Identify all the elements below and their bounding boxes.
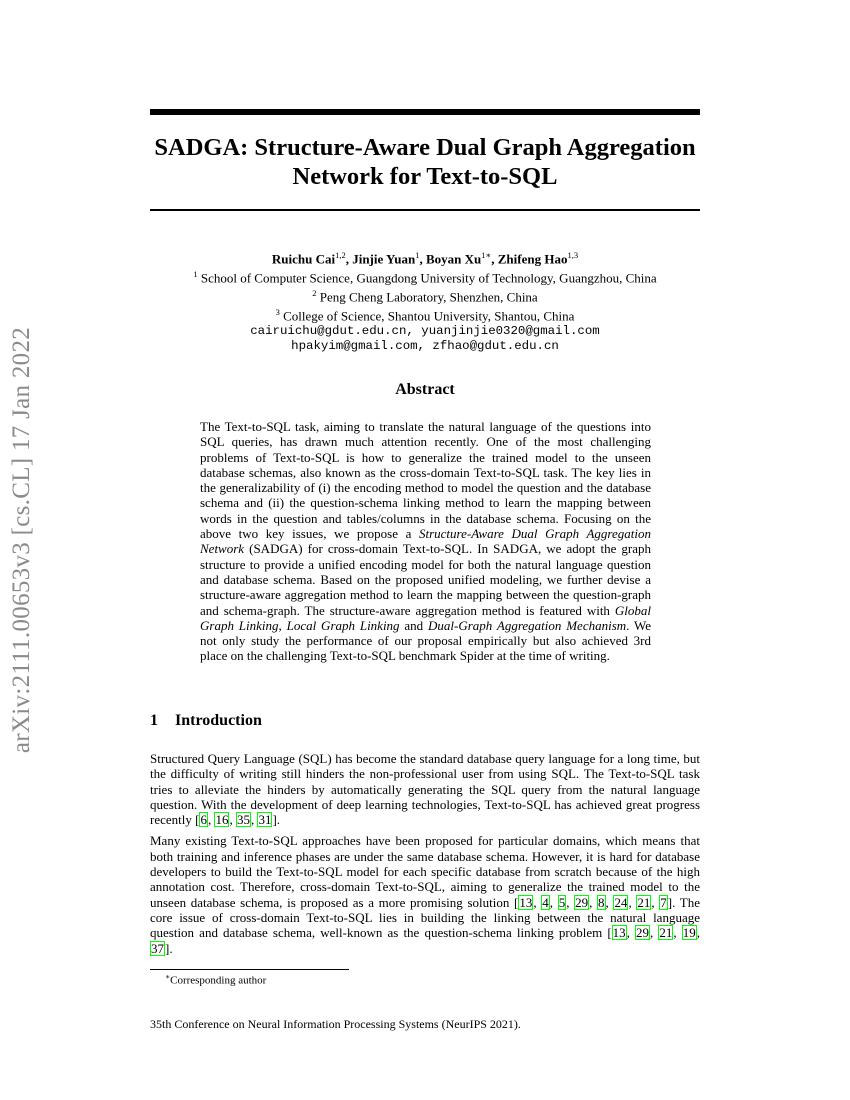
section-title: Introduction (175, 712, 262, 729)
citation-link[interactable]: 37 (151, 940, 164, 956)
author-sup: 1,3 (567, 250, 579, 260)
citation-link[interactable]: 29 (575, 894, 589, 910)
title-line-2: Network for Text-to-SQL (292, 163, 558, 190)
citation-link[interactable]: 4 (542, 894, 549, 910)
citation-link[interactable]: 5 (558, 894, 566, 910)
citation-link[interactable]: 35 (236, 812, 250, 828)
abstract-body: The Text-to-SQL task, aiming to translate the natural language of the questions into SQL queries, has drawn much attention recently. One of the most challenging problems of Text-to-SQL is how to generalize the trained model to the unseen database schemas, also known as the cross-domain Text-to-SQL task. The key lies in the generalizability of (i) the encoding method to model the question and the database schema and (ii) the question-schema linking method to learn the mapping between words in the question and tables/columns in the database schema. Focusing on the above two key issues, we propose a Structure-Aware Dual Graph Aggregation Network (SADGA) for cross-domain Text-to-SQL. In SADGA, we adopt the graph structure to provide a unified encoding model for both the natural language question and database schema. Based on the proposed unified modeling, we further devise a structure-aware aggregation method to learn the mapping between the question-graph and schema-graph. The structure-aware aggregation method is featured with Global Graph Linking, Local Graph Linking and Dual-Graph Aggregation Mechanism. We not only study the performance of our proposal empirically but also achieved 3rd place on the challenging Text-to-SQL benchmark Spider at the time of writing. (200, 419, 652, 664)
author-name: Zhifeng Hao (497, 251, 568, 267)
venue-footer: 35th Conference on Neural Information Processing Systems (NeurIPS 2021). (150, 1017, 521, 1031)
citation-link[interactable]: 6 (200, 812, 207, 828)
section-number: 1 (150, 712, 158, 729)
footnote-text: Corresponding author (170, 974, 267, 987)
author-name: Boyan Xu (425, 251, 482, 267)
email-line: hpakyim@gmail.com, zfhao@gdut.edu.cn (291, 339, 559, 354)
citation-link[interactable]: 29 (636, 925, 650, 941)
paragraph: Many existing Text-to-SQL approaches have been proposed for particular domains, which means that both training and inference phases are under the same database schema. However, it is hard for database developers to build the Text-to-SQL model for each specific database from scratch because of the high annotation cost. Therefore, cross-domain Text-to-SQL, aiming to generalize the trained model to the unseen database schema, is proposed as a more promising solution [13, 4, 5, 29, 8, 24, 21, 7]. The core issue of cross-domain Text-to-SQL lies in building the linking between the natural language question and database schema, well-known as the question-schema linking problem [13, 29, 21, 19, 37]. (150, 833, 701, 956)
introduction-body (150, 751, 700, 962)
citation-link[interactable]: 31 (258, 812, 272, 828)
citation-link[interactable]: 8 (598, 894, 605, 910)
author-name: Jinjie Yuan (352, 251, 416, 267)
affiliation: $^1$ School of Computer Science, Guangdong University of Technology, Guangzhou, China (193, 268, 657, 286)
arxiv-id: arXiv:2111.00653v3 [cs.CL] 17 Jan 2022 (8, 326, 36, 754)
affiliation: $^3$ College of Science, Shantou University, Shantou, China (275, 306, 575, 324)
title-line-1: SADGA: Structure-Aware Dual Graph Aggregation (154, 134, 696, 161)
citation-link[interactable]: 13 (519, 894, 533, 910)
citation-link[interactable]: 13 (612, 925, 626, 941)
section-heading-introduction (150, 712, 262, 730)
author-sup: 1,2 (335, 250, 346, 260)
paper-title (150, 133, 700, 191)
arxiv-stamp (2, 300, 42, 780)
citation-link[interactable]: 21 (637, 894, 651, 910)
affiliation: $^2$ Peng Cheng Laboratory, Shenzhen, China (312, 287, 538, 305)
citation-link[interactable]: 21 (659, 925, 673, 941)
author-names: Ruichu Cai$^{1,2}$, Jinjie Yuan$^1$, Boyan $Xu^{1∗}$, Zhifeng Hao$^{1,3}$ (271, 250, 579, 267)
citation-link[interactable]: 16 (215, 812, 229, 828)
paragraph: Structured Query Language (SQL) has become the standard database query language for a long time, but the difficulty of writing still hinders the non-professional user from using SQL. The Text-to-SQL task tries to alleviate the hinders by automatically generating the SQL query from the natural language question. With the development of deep learning technologies, Text-to-SQL has achieved great progress recently [6, 16, 35, 31]. (150, 751, 700, 828)
title-bottom-rule (150, 209, 700, 211)
citation-link[interactable]: 19 (682, 925, 696, 941)
author-sup: 1∗ (481, 250, 492, 260)
author-sup: 1 (415, 250, 420, 260)
footnote (165, 972, 266, 987)
email-line: cairuichu@gdut.edu.cn, yuanjinjie0320@gmail.com (250, 323, 600, 338)
abstract-heading: Abstract (395, 381, 455, 398)
footnote-mark: ∗ (165, 972, 171, 981)
author-name: Ruichu Cai (271, 251, 336, 267)
citation-link[interactable]: 7 (660, 894, 667, 910)
citation-link[interactable]: 24 (614, 894, 628, 910)
author-block (150, 248, 700, 355)
title-top-rule (150, 109, 700, 115)
footnote-rule (150, 969, 349, 970)
